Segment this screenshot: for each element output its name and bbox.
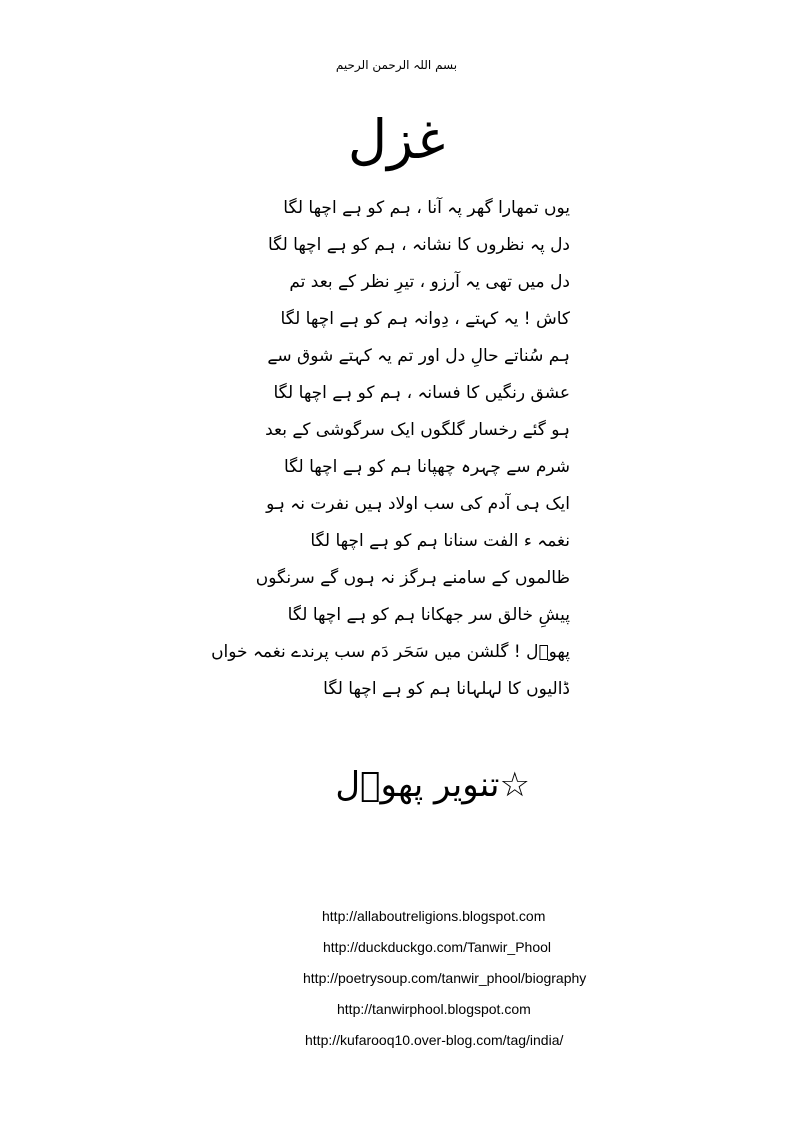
verse-line: نغمہ ء الفت سنانا ہم کو ہے اچھا لگا [310, 531, 570, 551]
verse-line: عشق رنگیں کا فسانہ ، ہم کو ہے اچھا لگا [273, 383, 570, 403]
verse-line: ڈالیوں کا لہلہانا ہم کو ہے اچھا لگا [323, 679, 570, 699]
verse-line: دل میں تھی یہ آرزو ، تیرِ نظر کے بعد تم [289, 272, 570, 292]
link-duckduckgo[interactable]: http://duckduckgo.com/Tanwir_Phool [323, 939, 552, 955]
link-list [260, 906, 660, 1061]
verse-line: کاش ! یہ کہتے ، دِوانہ ہم کو ہے اچھا لگا [280, 309, 570, 329]
verse-line: پھوؔل ! گلشن میں سَحَر دَم سب پرندے نغمہ خواں [211, 642, 570, 662]
verse-line: ایک ہی آدم کی سب اولاد ہیں نفرت نہ ہو [266, 494, 570, 514]
verse-line: پیشِ خالق سر جھکانا ہم کو ہے اچھا لگا [287, 605, 570, 625]
poem-title: غزل [347, 108, 446, 171]
verse-line: ہو گئے رخسار گلگوں ایک سرگوشی کے بعد [265, 420, 570, 440]
verse-line: یوں تمھارا گھر پہ آنا ، ہم کو ہے اچھا لگا [283, 198, 570, 218]
bismillah-heading: بسم اللہ الرحمن الرحیم [335, 58, 458, 72]
verse-line: دل پہ نظروں کا نشانہ ، ہم کو ہے اچھا لگا [268, 235, 570, 255]
link-tanwirphool-blog[interactable]: http://tanwirphool.blogspot.com [337, 1001, 531, 1017]
poem-body [211, 190, 570, 708]
verse-line: ظالموں کے سامنے ہرگز نہ ہوں گے سرنگوں [255, 568, 570, 588]
link-poetrysoup[interactable]: http://poetrysoup.com/tanwir_phool/biography [303, 970, 587, 986]
verse-line: ہم سُناتے حالِ دل اور تم یہ کہتے شوق سے [267, 346, 570, 366]
verse-line: شرم سے چہرہ چھپانا ہم کو ہے اچھا لگا [283, 457, 570, 477]
poet-signature: ☆تنویر پھوؔل [335, 765, 530, 805]
link-over-blog[interactable]: http://kufarooq10.over-blog.com/tag/india/ [305, 1032, 564, 1048]
link-allaboutreligions[interactable]: http://allaboutreligions.blogspot.com [322, 908, 546, 924]
